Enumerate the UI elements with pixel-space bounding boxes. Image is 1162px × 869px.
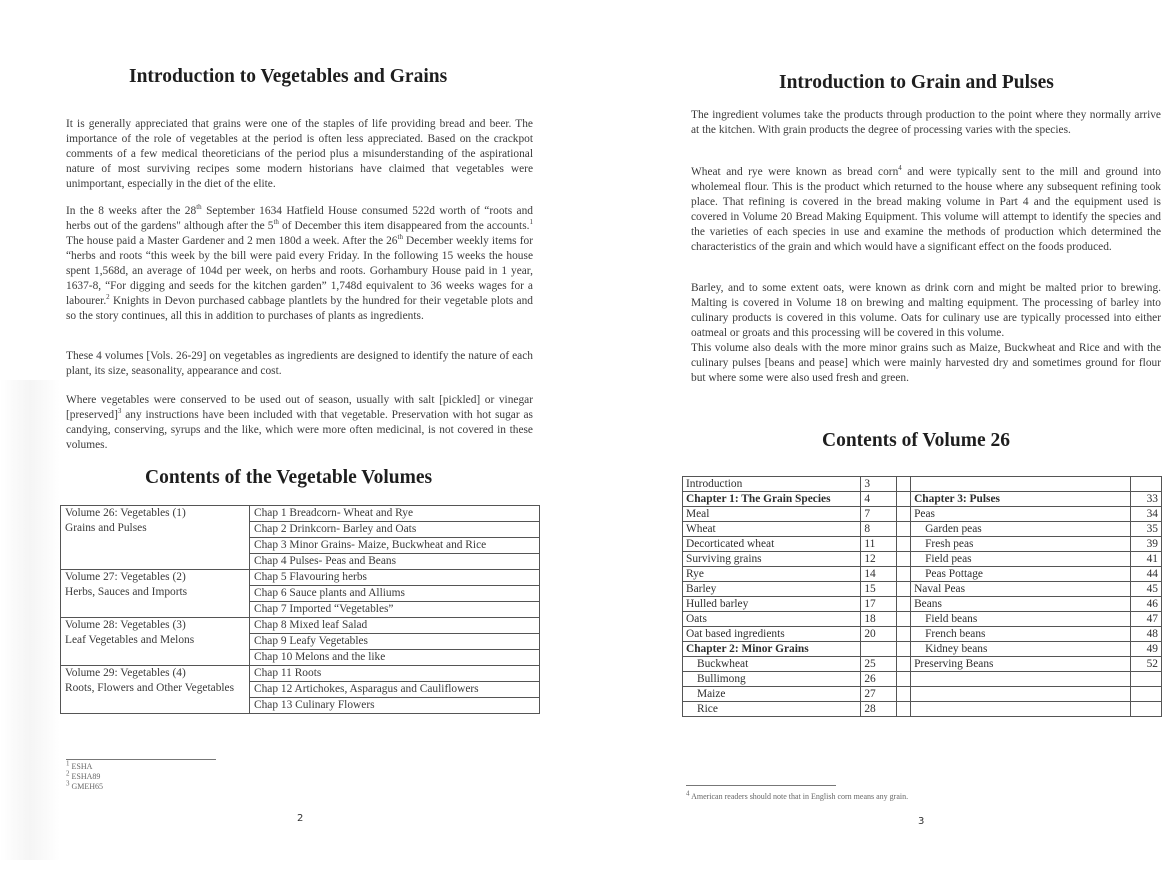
text-run: In the 8 weeks after the 28 [66, 205, 197, 217]
toc-spacer-cell [896, 657, 911, 672]
toc-entry-page: 18 [861, 612, 896, 627]
chapter-item: Chap 1 Breadcorn- Wheat and Rye [250, 506, 539, 522]
volume-name: Volume 27: Vegetables (2) [65, 571, 186, 583]
toc-spacer-cell [896, 672, 911, 687]
toc-entry-page: 34 [1130, 507, 1161, 522]
toc-entry-label: Preserving Beans [911, 657, 1131, 672]
volume-26-contents-heading: Contents of Volume 26 [822, 430, 1010, 451]
toc-row [683, 597, 1162, 612]
vegetable-volumes-table [60, 505, 540, 714]
toc-entry-label: Rye [683, 567, 861, 582]
footnote [66, 769, 103, 782]
right-paragraph-4: This volume also deals with the more minor grains such as Maize, Buckwheat and Rice and with the culinary pulses [beans and pease] which were mainly harvested dry and sometimes ground for flour but where some were also used fresh and green. [691, 342, 1161, 384]
toc-spacer-cell [896, 507, 911, 522]
toc-entry-page: 12 [861, 552, 896, 567]
text-run: September 1634 Hatfield House consumed 522d worth of “roots and herbs out of the gardens" although after the 5 [66, 205, 533, 232]
toc-entry-label: Kidney beans [911, 642, 1131, 657]
toc-entry-label: Fresh peas [911, 537, 1131, 552]
toc-entry-label [911, 477, 1131, 492]
volume-chapters-cell [250, 570, 540, 618]
volume-title-cell [61, 666, 250, 714]
chapter-item: Chap 11 Roots [250, 666, 539, 682]
toc-entry-page: 33 [1130, 492, 1161, 507]
toc-entry-label: Garden peas [911, 522, 1131, 537]
left-footnotes [66, 759, 104, 792]
chapter-item: Chap 2 Drinkcorn- Barley and Oats [250, 522, 539, 538]
page-number-right: 3 [918, 816, 925, 827]
toc-entry-page: 14 [861, 567, 896, 582]
left-paragraph-4 [66, 393, 533, 453]
text-run: Knights in Devon purchased cabbage plantlets by the hundred for their vegetable plots and so the story continues, all this in addition to purchases of plants as ingredients. [66, 295, 533, 322]
left-page-title: Introduction to Vegetables and Grains [129, 66, 448, 87]
text-run: December weekly items for “herbs and roots “this week by the bill were paid every Friday. In the following 15 weeks the house spent 1,568d, an average of 104d per week, on herbs and roots. Gorhambury House paid in 1 year, 1637-8, “For digging and seeds for the kitchen garden” 1,748d equivalent to 36 weeks wages for a labourer. [66, 235, 533, 307]
toc-entry-page: 26 [861, 672, 896, 687]
toc-spacer-cell [896, 687, 911, 702]
toc-spacer-cell [896, 552, 911, 567]
toc-entry-page: 35 [1130, 522, 1161, 537]
volume-name: Volume 29: Vegetables (4) [65, 667, 186, 679]
toc-entry-page: 3 [861, 477, 896, 492]
left-paragraph-3: These 4 volumes [Vols. 26-29] on vegetables as ingredients are designed to identify the nature of each plant, its size, seasonality, appearance and cost. [66, 350, 533, 377]
footnote-rule [686, 785, 836, 786]
toc-entry-page: 41 [1130, 552, 1161, 567]
toc-entry-label: Rice [683, 702, 861, 717]
toc-spacer-cell [896, 627, 911, 642]
toc-entry-page: 46 [1130, 597, 1161, 612]
toc-spacer-cell [896, 702, 911, 717]
toc-row [683, 702, 1162, 717]
toc-spacer-cell [896, 477, 911, 492]
footnote-reference: 1 [529, 218, 534, 227]
toc-entry-page: 39 [1130, 537, 1161, 552]
toc-entry-page: 11 [861, 537, 896, 552]
footnote-reference: th [273, 218, 279, 227]
text-run: Where vegetables were conserved to be used out of season, usually with salt [pickled] or vinegar [preserved] [66, 394, 533, 421]
footnote [66, 759, 103, 772]
left-paragraph-1: It is generally appreciated that grains were one of the staples of life providing bread and beer. The importance of the role of vegetables at the period is often less appreciated. Based on the crackpot comments of a few medical theoreticians of the period plus a misunderstanding of the aspirational nature of most surviving recipes some modern historians have claimed that vegetables were unimportant, especially in the diet of the elite. [66, 118, 533, 190]
toc-row [683, 522, 1162, 537]
toc-entry-label: Introduction [683, 477, 861, 492]
volume-chapters-cell [250, 506, 540, 570]
toc-entry-page [1130, 687, 1161, 702]
toc-entry-page: 4 [861, 492, 896, 507]
toc-entry-page [1130, 477, 1161, 492]
right-paragraph-2 [691, 165, 1161, 255]
toc-entry-page: 7 [861, 507, 896, 522]
footnote-text: American readers should note that in English corn means any grain. [691, 792, 909, 801]
toc-entry-label: Chapter 1: The Grain Species [683, 492, 861, 507]
toc-entry-label [911, 702, 1131, 717]
toc-row [683, 537, 1162, 552]
toc-entry-page: 25 [861, 657, 896, 672]
toc-entry-label: Field beans [911, 612, 1131, 627]
footnote-number: 3 [66, 779, 70, 788]
toc-spacer-cell [896, 612, 911, 627]
toc-entry-page: 17 [861, 597, 896, 612]
toc-entry-label: French beans [911, 627, 1131, 642]
chapter-item: Chap 12 Artichokes, Asparagus and Cauliflowers [250, 682, 539, 698]
toc-entry-page: 48 [1130, 627, 1161, 642]
toc-row [683, 672, 1162, 687]
toc-entry-label: Field peas [911, 552, 1131, 567]
toc-entry-label: Oats [683, 612, 861, 627]
toc-entry-page: 27 [861, 687, 896, 702]
toc-entry-page: 47 [1130, 612, 1161, 627]
volume-26-contents-table [682, 476, 1162, 717]
text-run: any instructions have been included with that vegetable. Preservation with hot sugar as candying, conserving, syrups and the like, which were more often medicinal, is not covered in these volumes. [66, 409, 533, 451]
toc-row [683, 477, 1162, 492]
chapter-item: Chap 9 Leafy Vegetables [250, 634, 539, 650]
toc-entry-page: 49 [1130, 642, 1161, 657]
volume-subtitle: Leaf Vegetables and Melons [65, 634, 195, 646]
chapter-item: Chap 3 Minor Grains- Maize, Buckwheat and Rice [250, 538, 539, 554]
toc-entry-label: Meal [683, 507, 861, 522]
chapter-item: Chap 8 Mixed leaf Salad [250, 618, 539, 634]
footnote-number: 2 [66, 769, 70, 778]
toc-entry-label: Chapter 2: Minor Grains [683, 642, 861, 657]
toc-entry-page [1130, 702, 1161, 717]
toc-entry-page [861, 642, 896, 657]
volume-subtitle: Roots, Flowers and Other Vegetables [65, 682, 235, 694]
toc-entry-label: Oat based ingredients [683, 627, 861, 642]
right-paragraph-3: Barley, and to some extent oats, were known as drink corn and might be malted prior to brewing. Malting is covered in Volume 18 on brewing and malting equipment. The processing of barley into culinary products is covered in this volume. Oats for culinary use are typically processed into either oatmeal or groats and this processing will be covered in this volume. [691, 282, 1161, 339]
chapter-item: Chap 6 Sauce plants and Alliums [250, 586, 539, 602]
toc-spacer-cell [896, 642, 911, 657]
toc-entry-label: Maize [683, 687, 861, 702]
toc-row [683, 507, 1162, 522]
toc-entry-label: Beans [911, 597, 1131, 612]
toc-entry-page: 20 [861, 627, 896, 642]
toc-entry-label: Surviving grains [683, 552, 861, 567]
toc-entry-page [1130, 672, 1161, 687]
volume-row [61, 570, 540, 618]
toc-entry-label [911, 672, 1131, 687]
toc-row [683, 687, 1162, 702]
footnote-reference: 3 [117, 407, 122, 416]
toc-entry-page: 28 [861, 702, 896, 717]
footnote-reference: th [397, 233, 403, 242]
footnote-number: 4 [686, 789, 690, 798]
text-run: and were typically sent to the mill and ground into wholemeal flour. This is the product which returned to the house where any subsequent refining took place. That refining is covered in the bread making volume in Part 4 and the equipment used is covered in Volume 20 Bread Making Equipment. This volume will attempt to identify the species and the varieties of each species in use and examine the methods of production which determined the characteristics of the grain and which would have a significant effect on the foods produced. [691, 166, 1161, 253]
toc-spacer-cell [896, 537, 911, 552]
volume-subtitle: Grains and Pulses [65, 522, 147, 534]
toc-row [683, 567, 1162, 582]
volume-chapters-cell [250, 666, 540, 714]
footnote-reference: 4 [898, 164, 902, 173]
scan-shadow [0, 380, 60, 860]
toc-entry-page: 45 [1130, 582, 1161, 597]
right-page-title: Introduction to Grain and Pulses [779, 72, 1054, 93]
toc-entry-label: Decorticated wheat [683, 537, 861, 552]
toc-spacer-cell [896, 522, 911, 537]
toc-entry-label: Peas Pottage [911, 567, 1131, 582]
toc-row [683, 552, 1162, 567]
page-number-left: 2 [297, 813, 304, 824]
volume-name: Volume 26: Vegetables (1) [65, 507, 186, 519]
left-paragraph-2 [66, 204, 533, 324]
toc-entry-label: Peas [911, 507, 1131, 522]
toc-spacer-cell [896, 567, 911, 582]
volume-title-cell [61, 570, 250, 618]
toc-spacer-cell [896, 582, 911, 597]
volume-subtitle: Herbs, Sauces and Imports [65, 586, 188, 598]
toc-spacer-cell [896, 492, 911, 507]
footnote-text: ESHA [71, 762, 93, 771]
toc-entry-label: Buckwheat [683, 657, 861, 672]
volume-row [61, 666, 540, 714]
toc-row [683, 492, 1162, 507]
toc-entry-label: Chapter 3: Pulses [911, 492, 1131, 507]
volume-title-cell [61, 618, 250, 666]
toc-entry-page: 15 [861, 582, 896, 597]
footnote-rule [66, 759, 216, 760]
footnote [686, 789, 909, 802]
vegetable-volumes-heading: Contents of the Vegetable Volumes [145, 467, 433, 488]
toc-row [683, 627, 1162, 642]
footnote-reference: th [196, 203, 202, 212]
footnote-text: GMEH65 [71, 782, 104, 791]
volume-title-cell [61, 506, 250, 570]
toc-entry-page: 52 [1130, 657, 1161, 672]
toc-row [683, 657, 1162, 672]
text-run: of December this item disappeared from the accounts. [278, 220, 530, 232]
footnote-number: 1 [66, 759, 70, 768]
chapter-item: Chap 5 Flavouring herbs [250, 570, 539, 586]
toc-entry-page: 8 [861, 522, 896, 537]
volume-row [61, 618, 540, 666]
chapter-item: Chap 13 Culinary Flowers [254, 699, 375, 711]
footnote-reference: 2 [106, 293, 110, 302]
chapter-item: Chap 10 Melons and the like [254, 651, 386, 663]
toc-entry-label: Wheat [683, 522, 861, 537]
toc-row [683, 642, 1162, 657]
chapter-item: Chap 4 Pulses- Peas and Beans [254, 555, 397, 567]
right-footnotes [686, 789, 909, 802]
footnote [66, 779, 104, 792]
volume-name: Volume 28: Vegetables (3) [65, 619, 186, 631]
right-paragraph-1: The ingredient volumes take the products through production to the point where they normally arrive at the kitchen. With grain products the degree of processing varies with the species. [691, 109, 1161, 136]
toc-entry-label: Hulled barley [683, 597, 861, 612]
footnote-text: ESHA89 [71, 772, 101, 781]
toc-entry-label: Bullimong [683, 672, 861, 687]
toc-entry-label: Naval Peas [911, 582, 1131, 597]
text-run: Wheat and rye were known as bread corn [691, 166, 899, 178]
toc-spacer-cell [896, 597, 911, 612]
toc-row [683, 582, 1162, 597]
chapter-item: Chap 7 Imported “Vegetables” [254, 603, 394, 615]
toc-entry-label [911, 687, 1131, 702]
volume-row [61, 506, 540, 570]
right-page [600, 0, 1161, 869]
toc-row [683, 612, 1162, 627]
text-run: The house paid a Master Gardener and 2 men 180d a week. After the 26 [66, 235, 398, 247]
toc-entry-label: Barley [683, 582, 861, 597]
toc-entry-page: 44 [1130, 567, 1161, 582]
volume-chapters-cell [250, 618, 540, 666]
